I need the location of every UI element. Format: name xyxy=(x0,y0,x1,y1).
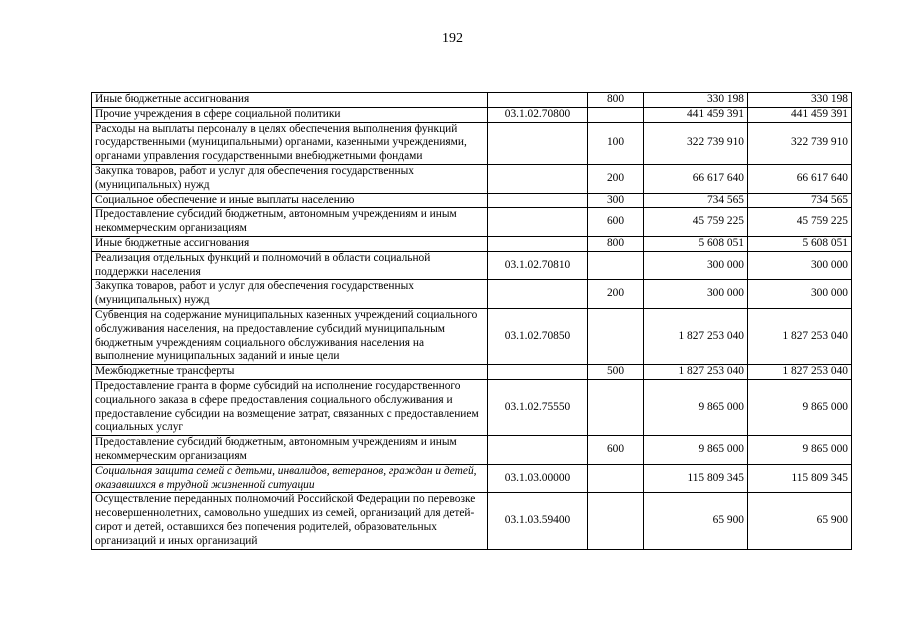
row-expense-type-cell: 600 xyxy=(588,436,644,465)
row-sum-2-cell: 734 565 xyxy=(748,193,852,208)
row-code-cell: 03.1.02.75550 xyxy=(488,379,588,435)
row-sum-1-cell: 115 809 345 xyxy=(644,464,748,493)
row-expense-type-cell: 500 xyxy=(588,365,644,380)
row-name-cell: Субвенция на содержание муниципальных казенных учреждений социального обслуживания населения, на предоставление субсидий муниципальным бюджетным учреждениям социального обслуживания населения на выполнение муниципальных заданий и иные цели xyxy=(92,308,488,364)
row-name-cell: Иные бюджетные ассигнования xyxy=(92,93,488,108)
row-name-cell: Закупка товаров, работ и услуг для обеспечения государственных (муниципальных) нужд xyxy=(92,280,488,309)
row-name-cell: Межбюджетные трансферты xyxy=(92,365,488,380)
row-name-cell: Социальное обеспечение и иные выплаты населению xyxy=(92,193,488,208)
row-code-cell: 03.1.02.70850 xyxy=(488,308,588,364)
row-sum-1-cell: 45 759 225 xyxy=(644,208,748,237)
table-row xyxy=(92,236,852,251)
row-sum-2-cell: 115 809 345 xyxy=(748,464,852,493)
row-sum-1-cell: 441 459 391 xyxy=(644,107,748,122)
row-code-cell xyxy=(488,280,588,309)
row-sum-1-cell: 65 900 xyxy=(644,493,748,549)
row-code-cell xyxy=(488,164,588,193)
row-sum-1-cell: 322 739 910 xyxy=(644,122,748,164)
row-name-cell: Предоставление субсидий бюджетным, автономным учреждениям и иным некоммерческим организациям xyxy=(92,436,488,465)
row-expense-type-cell xyxy=(588,493,644,549)
row-sum-2-cell: 322 739 910 xyxy=(748,122,852,164)
table-row xyxy=(92,93,852,108)
page-number: 192 xyxy=(442,31,463,46)
row-sum-1-cell: 300 000 xyxy=(644,280,748,309)
row-expense-type-cell: 800 xyxy=(588,236,644,251)
row-sum-2-cell: 65 900 xyxy=(748,493,852,549)
row-sum-1-cell: 1 827 253 040 xyxy=(644,308,748,364)
row-expense-type-cell xyxy=(588,251,644,280)
row-sum-2-cell: 300 000 xyxy=(748,280,852,309)
row-code-cell xyxy=(488,365,588,380)
row-sum-2-cell: 5 608 051 xyxy=(748,236,852,251)
table-row xyxy=(92,208,852,237)
budget-table-body xyxy=(92,93,852,550)
row-sum-1-cell: 66 617 640 xyxy=(644,164,748,193)
row-name-cell: Предоставление субсидий бюджетным, автономным учреждениям и иным некоммерческим организациям xyxy=(92,208,488,237)
row-sum-2-cell: 1 827 253 040 xyxy=(748,365,852,380)
row-code-cell xyxy=(488,122,588,164)
row-name-cell: Иные бюджетные ассигнования xyxy=(92,236,488,251)
row-sum-2-cell: 330 198 xyxy=(748,93,852,108)
row-sum-1-cell: 9 865 000 xyxy=(644,379,748,435)
row-sum-1-cell: 9 865 000 xyxy=(644,436,748,465)
row-expense-type-cell: 200 xyxy=(588,164,644,193)
row-sum-2-cell: 9 865 000 xyxy=(748,379,852,435)
row-code-cell: 03.1.02.70810 xyxy=(488,251,588,280)
row-expense-type-cell xyxy=(588,308,644,364)
row-name-cell: Расходы на выплаты персоналу в целях обеспечения выполнения функций государственными (муниципальными) органами, казенными учреждениями, органами управления государственными внебюджетными фондами xyxy=(92,122,488,164)
row-name-cell: Закупка товаров, работ и услуг для обеспечения государственных (муниципальных) нужд xyxy=(92,164,488,193)
row-code-cell xyxy=(488,236,588,251)
row-code-cell: 03.1.03.00000 xyxy=(488,464,588,493)
row-expense-type-cell: 300 xyxy=(588,193,644,208)
row-expense-type-cell xyxy=(588,464,644,493)
row-expense-type-cell: 200 xyxy=(588,280,644,309)
row-code-cell: 03.1.02.70800 xyxy=(488,107,588,122)
row-sum-1-cell: 5 608 051 xyxy=(644,236,748,251)
table-row xyxy=(92,379,852,435)
budget-table xyxy=(91,92,852,550)
row-sum-2-cell: 9 865 000 xyxy=(748,436,852,465)
row-name-cell: Реализация отдельных функций и полномочий в области социальной поддержки населения xyxy=(92,251,488,280)
table-row xyxy=(92,493,852,549)
table-row xyxy=(92,193,852,208)
row-sum-2-cell: 300 000 xyxy=(748,251,852,280)
row-name-cell: Предоставление гранта в форме субсидий на исполнение государственного социального заказа в сфере предоставления социального обслуживания и предоставление субсидии на возмещение затрат, связанных с предоставлением социальных услуг xyxy=(92,379,488,435)
table-row xyxy=(92,365,852,380)
row-name-cell: Социальная защита семей с детьми, инвалидов, ветеранов, граждан и детей, оказавшихся в трудной жизненной ситуации xyxy=(92,464,488,493)
row-sum-1-cell: 330 198 xyxy=(644,93,748,108)
row-sum-1-cell: 300 000 xyxy=(644,251,748,280)
table-row xyxy=(92,436,852,465)
table-row xyxy=(92,107,852,122)
table-row xyxy=(92,122,852,164)
row-sum-2-cell: 1 827 253 040 xyxy=(748,308,852,364)
row-expense-type-cell: 100 xyxy=(588,122,644,164)
table-row xyxy=(92,251,852,280)
table-row xyxy=(92,164,852,193)
row-sum-2-cell: 66 617 640 xyxy=(748,164,852,193)
row-sum-2-cell: 441 459 391 xyxy=(748,107,852,122)
table-row xyxy=(92,464,852,493)
row-expense-type-cell xyxy=(588,379,644,435)
row-code-cell: 03.1.03.59400 xyxy=(488,493,588,549)
row-code-cell xyxy=(488,193,588,208)
table-row xyxy=(92,308,852,364)
row-sum-1-cell: 734 565 xyxy=(644,193,748,208)
row-sum-1-cell: 1 827 253 040 xyxy=(644,365,748,380)
row-code-cell xyxy=(488,208,588,237)
row-sum-2-cell: 45 759 225 xyxy=(748,208,852,237)
row-expense-type-cell: 800 xyxy=(588,93,644,108)
row-name-cell: Осуществление переданных полномочий Российской Федерации по перевозке несовершеннолетних, самовольно ушедших из семей, организаций для детей-сирот и детей, оставшихся без попечения родителей, образовательных организаций и иных организаций xyxy=(92,493,488,549)
row-name-cell: Прочие учреждения в сфере социальной политики xyxy=(92,107,488,122)
table-row xyxy=(92,280,852,309)
row-expense-type-cell: 600 xyxy=(588,208,644,237)
row-code-cell xyxy=(488,436,588,465)
row-expense-type-cell xyxy=(588,107,644,122)
row-code-cell xyxy=(488,93,588,108)
